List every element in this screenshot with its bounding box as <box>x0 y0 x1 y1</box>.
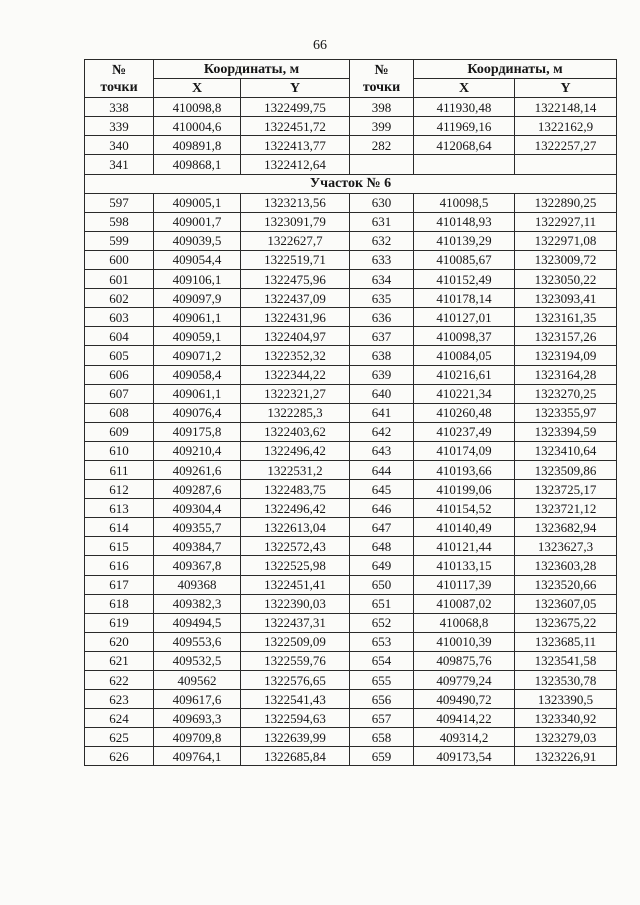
x-right-cell: 410068,8 <box>414 613 515 632</box>
y-left-cell: 1322572,43 <box>241 537 350 556</box>
table-row <box>85 270 617 289</box>
y-left-cell: 1322437,31 <box>241 613 350 632</box>
point-number-right-cell: 641 <box>350 403 414 422</box>
point-number-left-cell: 617 <box>85 575 154 594</box>
x-right-cell: 410117,39 <box>414 575 515 594</box>
y-left-cell: 1322541,43 <box>241 690 350 709</box>
x-right-cell: 409314,2 <box>414 728 515 747</box>
x-left-cell: 410098,8 <box>154 98 241 117</box>
section-header <box>85 174 617 193</box>
x-right-cell: 410098,37 <box>414 327 515 346</box>
point-number-right-cell: 631 <box>350 212 414 231</box>
point-number-left-cell: 612 <box>85 480 154 499</box>
point-number-left-cell: 597 <box>85 193 154 212</box>
x-header-left: X <box>154 79 241 98</box>
x-left-cell: 409304,4 <box>154 499 241 518</box>
point-number-right-cell: 653 <box>350 632 414 651</box>
y-right-cell: 1323194,09 <box>515 346 617 365</box>
point-number-header-right <box>350 60 414 98</box>
x-right-cell: 409414,22 <box>414 709 515 728</box>
top-rows <box>85 98 617 174</box>
y-right-cell: 1323530,78 <box>515 671 617 690</box>
point-number-left-cell: 625 <box>85 728 154 747</box>
y-left-cell: 1322413,77 <box>241 136 350 155</box>
point-number-right-cell: 648 <box>350 537 414 556</box>
point-number-right-cell: 649 <box>350 556 414 575</box>
y-right-cell: 1323270,25 <box>515 384 617 403</box>
x-left-cell: 409891,8 <box>154 136 241 155</box>
point-number-left-cell: 614 <box>85 518 154 537</box>
table-row <box>85 327 617 346</box>
y-right-cell: 1323541,58 <box>515 651 617 670</box>
x-left-cell: 409532,5 <box>154 651 241 670</box>
point-number-left-cell: 623 <box>85 690 154 709</box>
x-left-cell: 409059,1 <box>154 327 241 346</box>
y-left-cell: 1322344,22 <box>241 365 350 384</box>
point-number-right-cell: 655 <box>350 671 414 690</box>
point-number-left-cell: 600 <box>85 250 154 269</box>
x-right-cell: 410127,01 <box>414 308 515 327</box>
x-left-cell: 409287,6 <box>154 480 241 499</box>
x-left-cell: 409868,1 <box>154 155 241 174</box>
section-row <box>85 174 617 193</box>
table-row <box>85 651 617 670</box>
y-left-cell: 1322451,41 <box>241 575 350 594</box>
point-number-left-cell: 624 <box>85 709 154 728</box>
y-left-cell: 1322531,2 <box>241 460 350 479</box>
y-left-cell: 1322431,96 <box>241 308 350 327</box>
point-number-right-cell: 638 <box>350 346 414 365</box>
x-right-cell: 410140,49 <box>414 518 515 537</box>
point-number-right-cell: 282 <box>350 136 414 155</box>
y-left-cell: 1322594,63 <box>241 709 350 728</box>
x-right-cell: 410084,05 <box>414 346 515 365</box>
y-left-cell: 1322483,75 <box>241 480 350 499</box>
x-left-cell: 409071,2 <box>154 346 241 365</box>
y-header-right: Y <box>515 79 617 98</box>
point-number-header-right-text: № точки <box>362 62 401 95</box>
y-left-cell: 1322496,42 <box>241 499 350 518</box>
x-left-cell: 409368 <box>154 575 241 594</box>
x-right-cell: 410139,29 <box>414 231 515 250</box>
page-number: 66 <box>313 38 327 53</box>
x-left-cell: 409210,4 <box>154 441 241 460</box>
point-number-right-cell: 634 <box>350 270 414 289</box>
y-right-cell: 1323509,86 <box>515 460 617 479</box>
y-right-cell: 1323627,3 <box>515 537 617 556</box>
point-number-left-cell: 610 <box>85 441 154 460</box>
table-row <box>85 728 617 747</box>
table-row <box>85 136 617 155</box>
x-right-cell: 410260,48 <box>414 403 515 422</box>
x-left-cell: 409693,3 <box>154 709 241 728</box>
x-left-cell: 409175,8 <box>154 422 241 441</box>
y-right-cell: 1323161,35 <box>515 308 617 327</box>
point-number-left-cell: 619 <box>85 613 154 632</box>
x-left-cell: 409054,4 <box>154 250 241 269</box>
table-row <box>85 98 617 117</box>
y-right-cell: 1322927,11 <box>515 212 617 231</box>
point-number-right-cell: 639 <box>350 365 414 384</box>
y-left-cell: 1322559,76 <box>241 651 350 670</box>
header-row-top <box>85 60 617 79</box>
table-row <box>85 346 617 365</box>
x-right-cell: 410085,67 <box>414 250 515 269</box>
y-left-cell: 1322412,64 <box>241 155 350 174</box>
y-right-cell: 1323682,94 <box>515 518 617 537</box>
point-number-right-cell: 650 <box>350 575 414 594</box>
point-number-header-left-text: № точки <box>100 62 138 95</box>
y-right-cell: 1322257,27 <box>515 136 617 155</box>
point-number-left-cell: 622 <box>85 671 154 690</box>
point-number-left-cell: 626 <box>85 747 154 766</box>
y-left-cell: 1323213,56 <box>241 193 350 212</box>
table-row <box>85 518 617 537</box>
y-right-cell: 1323050,22 <box>515 270 617 289</box>
table-row <box>85 384 617 403</box>
y-right-cell: 1323226,91 <box>515 747 617 766</box>
point-number-left-cell: 615 <box>85 537 154 556</box>
x-right-cell: 409779,24 <box>414 671 515 690</box>
y-right-cell: 1322890,25 <box>515 193 617 212</box>
y-left-cell: 1322403,62 <box>241 422 350 441</box>
point-number-left-cell: 606 <box>85 365 154 384</box>
point-number-left-cell: 605 <box>85 346 154 365</box>
point-number-right-cell: 647 <box>350 518 414 537</box>
x-right-cell: 410098,5 <box>414 193 515 212</box>
table-row <box>85 422 617 441</box>
x-header-right: X <box>414 79 515 98</box>
point-number-right-cell: 651 <box>350 594 414 613</box>
point-number-right-cell: 633 <box>350 250 414 269</box>
x-right-cell <box>414 155 515 174</box>
table-row <box>85 403 617 422</box>
y-left-cell: 1322437,09 <box>241 289 350 308</box>
table-row <box>85 671 617 690</box>
point-number-right-cell: 659 <box>350 747 414 766</box>
y-right-cell: 1323157,26 <box>515 327 617 346</box>
table-row <box>85 460 617 479</box>
point-number-left-cell: 607 <box>85 384 154 403</box>
table-row <box>85 441 617 460</box>
point-number-right-cell: 632 <box>350 231 414 250</box>
x-left-cell: 409058,4 <box>154 365 241 384</box>
table-row <box>85 537 617 556</box>
x-left-cell: 409562 <box>154 671 241 690</box>
point-number-left-cell: 599 <box>85 231 154 250</box>
x-right-cell: 410221,34 <box>414 384 515 403</box>
point-number-left-cell: 338 <box>85 98 154 117</box>
coordinates-header-right: Координаты, м <box>414 60 617 79</box>
y-left-cell: 1322451,72 <box>241 117 350 136</box>
point-number-left-cell: 613 <box>85 499 154 518</box>
point-number-right-cell: 636 <box>350 308 414 327</box>
point-number-right-cell: 644 <box>350 460 414 479</box>
table-row <box>85 709 617 728</box>
point-number-left-cell: 621 <box>85 651 154 670</box>
point-number-left-cell: 609 <box>85 422 154 441</box>
x-left-cell: 409382,3 <box>154 594 241 613</box>
x-left-cell: 409764,1 <box>154 747 241 766</box>
x-right-cell: 410010,39 <box>414 632 515 651</box>
x-right-cell: 410148,93 <box>414 212 515 231</box>
coordinates-header-left: Координаты, м <box>154 60 350 79</box>
y-left-cell: 1322496,42 <box>241 441 350 460</box>
y-left-cell: 1322352,32 <box>241 346 350 365</box>
point-number-left-cell: 611 <box>85 460 154 479</box>
table-row <box>85 308 617 327</box>
x-right-cell: 411930,48 <box>414 98 515 117</box>
table-row <box>85 690 617 709</box>
x-left-cell: 409001,7 <box>154 212 241 231</box>
x-right-cell: 410216,61 <box>414 365 515 384</box>
y-right-cell: 1323009,72 <box>515 250 617 269</box>
y-left-cell: 1322685,84 <box>241 747 350 766</box>
x-left-cell: 409367,8 <box>154 556 241 575</box>
point-number-right-cell: 652 <box>350 613 414 632</box>
y-right-cell: 1323607,05 <box>515 594 617 613</box>
point-number-right-cell: 642 <box>350 422 414 441</box>
point-number-left-cell: 608 <box>85 403 154 422</box>
y-left-cell: 1322285,3 <box>241 403 350 422</box>
table-row <box>85 231 617 250</box>
y-right-cell: 1323093,41 <box>515 289 617 308</box>
coordinates-table <box>84 59 617 766</box>
point-number-right-cell: 399 <box>350 117 414 136</box>
y-right-cell: 1323355,97 <box>515 403 617 422</box>
y-right-cell: 1323340,92 <box>515 709 617 728</box>
point-number-right-cell: 656 <box>350 690 414 709</box>
y-header-left: Y <box>241 79 350 98</box>
x-right-cell: 410237,49 <box>414 422 515 441</box>
x-right-cell: 410087,02 <box>414 594 515 613</box>
y-right-cell: 1323675,22 <box>515 613 617 632</box>
table-row <box>85 289 617 308</box>
y-left-cell: 1322499,75 <box>241 98 350 117</box>
y-left-cell: 1322509,09 <box>241 632 350 651</box>
point-number-left-cell: 603 <box>85 308 154 327</box>
y-right-cell: 1323685,11 <box>515 632 617 651</box>
y-right-cell: 1323394,59 <box>515 422 617 441</box>
section-title: Участок № 6 <box>85 174 617 193</box>
y-left-cell: 1322639,99 <box>241 728 350 747</box>
point-number-left-cell: 598 <box>85 212 154 231</box>
x-right-cell: 410178,14 <box>414 289 515 308</box>
x-right-cell: 410193,66 <box>414 460 515 479</box>
y-right-cell: 1323390,5 <box>515 690 617 709</box>
table-row <box>85 117 617 136</box>
x-right-cell: 410174,09 <box>414 441 515 460</box>
y-left-cell: 1322404,97 <box>241 327 350 346</box>
x-left-cell: 409553,6 <box>154 632 241 651</box>
x-right-cell: 409875,76 <box>414 651 515 670</box>
y-left-cell: 1322613,04 <box>241 518 350 537</box>
point-number-right-cell: 658 <box>350 728 414 747</box>
point-number-left-cell: 339 <box>85 117 154 136</box>
x-left-cell: 409494,5 <box>154 613 241 632</box>
x-left-cell: 409005,1 <box>154 193 241 212</box>
table-row <box>85 499 617 518</box>
y-left-cell: 1322627,7 <box>241 231 350 250</box>
x-right-cell: 409490,72 <box>414 690 515 709</box>
x-right-cell: 409173,54 <box>414 747 515 766</box>
x-left-cell: 409384,7 <box>154 537 241 556</box>
x-left-cell: 409355,7 <box>154 518 241 537</box>
x-left-cell: 409261,6 <box>154 460 241 479</box>
x-left-cell: 409097,9 <box>154 289 241 308</box>
y-left-cell: 1322519,71 <box>241 250 350 269</box>
y-right-cell: 1323164,28 <box>515 365 617 384</box>
point-number-left-cell: 340 <box>85 136 154 155</box>
point-number-right-cell: 635 <box>350 289 414 308</box>
point-number-left-cell: 616 <box>85 556 154 575</box>
point-number-right-cell: 637 <box>350 327 414 346</box>
table-header <box>85 60 617 98</box>
x-right-cell: 410154,52 <box>414 499 515 518</box>
point-number-header-left <box>85 60 154 98</box>
table-row <box>85 155 617 174</box>
x-left-cell: 409617,6 <box>154 690 241 709</box>
table-row <box>85 556 617 575</box>
x-right-cell: 410152,49 <box>414 270 515 289</box>
point-number-left-cell: 604 <box>85 327 154 346</box>
table-row <box>85 747 617 766</box>
x-left-cell: 409106,1 <box>154 270 241 289</box>
x-left-cell: 409709,8 <box>154 728 241 747</box>
y-left-cell: 1322475,96 <box>241 270 350 289</box>
point-number-right-cell: 630 <box>350 193 414 212</box>
point-number-right-cell: 643 <box>350 441 414 460</box>
x-left-cell: 409061,1 <box>154 308 241 327</box>
y-right-cell: 1323520,66 <box>515 575 617 594</box>
x-right-cell: 410133,15 <box>414 556 515 575</box>
point-number-left-cell: 602 <box>85 289 154 308</box>
y-left-cell: 1322321,27 <box>241 384 350 403</box>
x-left-cell: 409061,1 <box>154 384 241 403</box>
x-right-cell: 410199,06 <box>414 480 515 499</box>
y-left-cell: 1322576,65 <box>241 671 350 690</box>
point-number-left-cell: 601 <box>85 270 154 289</box>
y-right-cell: 1323410,64 <box>515 441 617 460</box>
x-left-cell: 409076,4 <box>154 403 241 422</box>
point-number-right-cell <box>350 155 414 174</box>
y-right-cell: 1322971,08 <box>515 231 617 250</box>
x-right-cell: 412068,64 <box>414 136 515 155</box>
table-row <box>85 613 617 632</box>
y-right-cell: 1323279,03 <box>515 728 617 747</box>
point-number-left-cell: 620 <box>85 632 154 651</box>
x-left-cell: 409039,5 <box>154 231 241 250</box>
point-number-left-cell: 341 <box>85 155 154 174</box>
point-number-right-cell: 640 <box>350 384 414 403</box>
table-row <box>85 193 617 212</box>
x-right-cell: 410121,44 <box>414 537 515 556</box>
y-right-cell: 1323725,17 <box>515 480 617 499</box>
y-right-cell: 1323603,28 <box>515 556 617 575</box>
point-number-right-cell: 654 <box>350 651 414 670</box>
y-right-cell: 1323721,12 <box>515 499 617 518</box>
y-left-cell: 1323091,79 <box>241 212 350 231</box>
point-number-right-cell: 398 <box>350 98 414 117</box>
table-row <box>85 575 617 594</box>
table-row <box>85 365 617 384</box>
y-left-cell: 1322390,03 <box>241 594 350 613</box>
point-number-right-cell: 645 <box>350 480 414 499</box>
table-row <box>85 212 617 231</box>
point-number-right-cell: 646 <box>350 499 414 518</box>
table-row <box>85 594 617 613</box>
y-right-cell: 1322162,9 <box>515 117 617 136</box>
y-right-cell <box>515 155 617 174</box>
y-right-cell: 1322148,14 <box>515 98 617 117</box>
x-right-cell: 411969,16 <box>414 117 515 136</box>
x-left-cell: 410004,6 <box>154 117 241 136</box>
table-row <box>85 632 617 651</box>
point-number-left-cell: 618 <box>85 594 154 613</box>
table-row <box>85 250 617 269</box>
point-number-right-cell: 657 <box>350 709 414 728</box>
section-rows <box>85 193 617 766</box>
y-left-cell: 1322525,98 <box>241 556 350 575</box>
table-row <box>85 480 617 499</box>
